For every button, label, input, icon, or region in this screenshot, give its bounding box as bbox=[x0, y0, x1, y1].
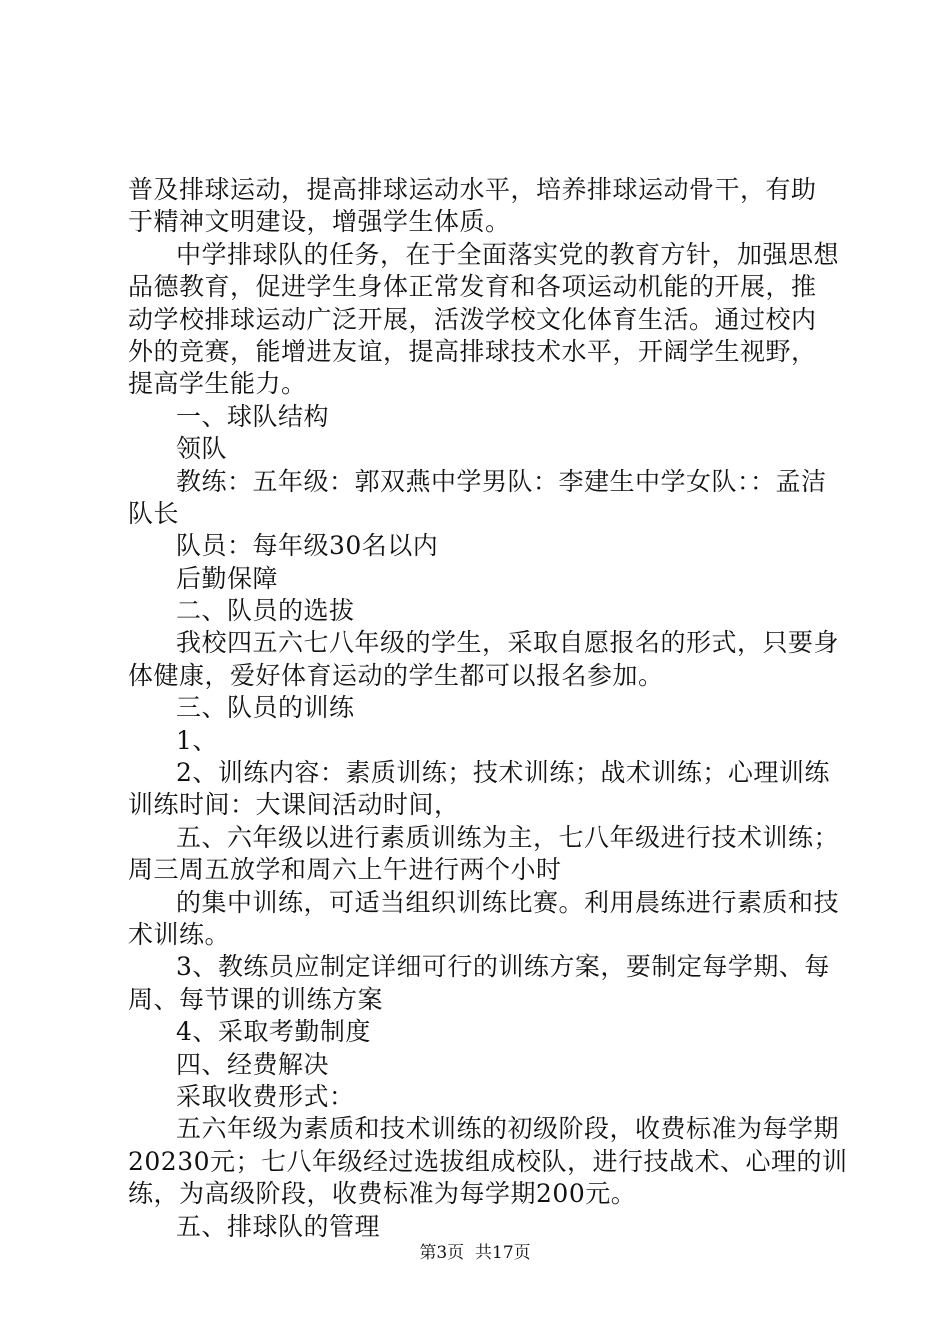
text-line: 领队 bbox=[176, 434, 228, 464]
text-line: 一、球队结构 bbox=[176, 401, 330, 431]
text-line: 五、六年级以进行素质训练为主，七八年级进行技术训练； bbox=[176, 822, 840, 852]
text-line: 我校四五六七八年级的学生，采取自愿报名的形式，只要身 bbox=[176, 628, 840, 658]
text-line: 队长 bbox=[128, 498, 180, 528]
text-line: 的集中训练，可适当组织训练比赛。利用晨练进行素质和技 bbox=[176, 887, 840, 917]
text-line: 于精神文明建设，增强学生体质。 bbox=[128, 207, 511, 237]
text-line: 五、排球队的管理 bbox=[176, 1211, 381, 1241]
text-line: 品德教育，促进学生身体正常发育和各项运动机能的开展，推 bbox=[128, 272, 817, 302]
page-total: 共17页 bbox=[475, 1243, 531, 1263]
text-line: 三、队员的训练 bbox=[176, 693, 355, 723]
text-line: 四、经费解决 bbox=[176, 1049, 330, 1079]
text-line: 外的竞赛，能增进友谊，提高排球技术水平，开阔学生视野， bbox=[128, 336, 817, 366]
text-line: 3、教练员应制定详细可行的训练方案，要制定每学期、每 bbox=[176, 952, 830, 982]
text-line: 4、采取考勤制度 bbox=[176, 1017, 371, 1047]
text-line: 中学排球队的任务，在于全面落实党的教育方针，加强思想 bbox=[176, 239, 840, 269]
page-number: 第3页 bbox=[419, 1243, 465, 1263]
text-line: 术训练。 bbox=[128, 919, 231, 949]
page-footer bbox=[0, 1241, 950, 1265]
text-line: 1、 bbox=[176, 725, 218, 755]
text-line: 2、训练内容：素质训练；技术训练；战术训练；心理训练 bbox=[176, 758, 830, 788]
text-line: 五六年级为素质和技术训练的初级阶段，收费标准为每学期 bbox=[176, 1114, 840, 1144]
text-line: 训练时间：大课间活动时间， bbox=[128, 790, 460, 820]
text-line: 采取收费形式： bbox=[176, 1081, 355, 1111]
text-line: 动学校排球运动广泛开展，活泼学校文化体育生活。通过校内 bbox=[128, 304, 817, 334]
text-line: 队员：每年级30名以内 bbox=[176, 531, 439, 561]
text-line: 周三周五放学和周六上午进行两个小时 bbox=[128, 855, 562, 885]
document-body bbox=[128, 174, 848, 1243]
text-line: 二、队员的选拔 bbox=[176, 596, 355, 626]
text-line: 后勤保障 bbox=[176, 563, 279, 593]
text-line: 普及排球运动，提高排球运动水平，培养排球运动骨干，有助 bbox=[128, 175, 817, 204]
text-line: 教练：五年级：郭双燕中学男队：李建生中学女队：：孟洁 bbox=[176, 466, 827, 496]
text-line: 周、每节课的训练方案 bbox=[128, 984, 384, 1014]
text-line: 练，为高级阶段，收费标准为每学期200元。 bbox=[128, 1179, 637, 1209]
text-line: 提高学生能力。 bbox=[128, 369, 307, 399]
text-line: 体健康，爱好体育运动的学生都可以报名参加。 bbox=[128, 660, 664, 690]
text-line: 20230元；七八年级经过选拔组成校队，进行技战术、心理的训 bbox=[128, 1146, 848, 1176]
